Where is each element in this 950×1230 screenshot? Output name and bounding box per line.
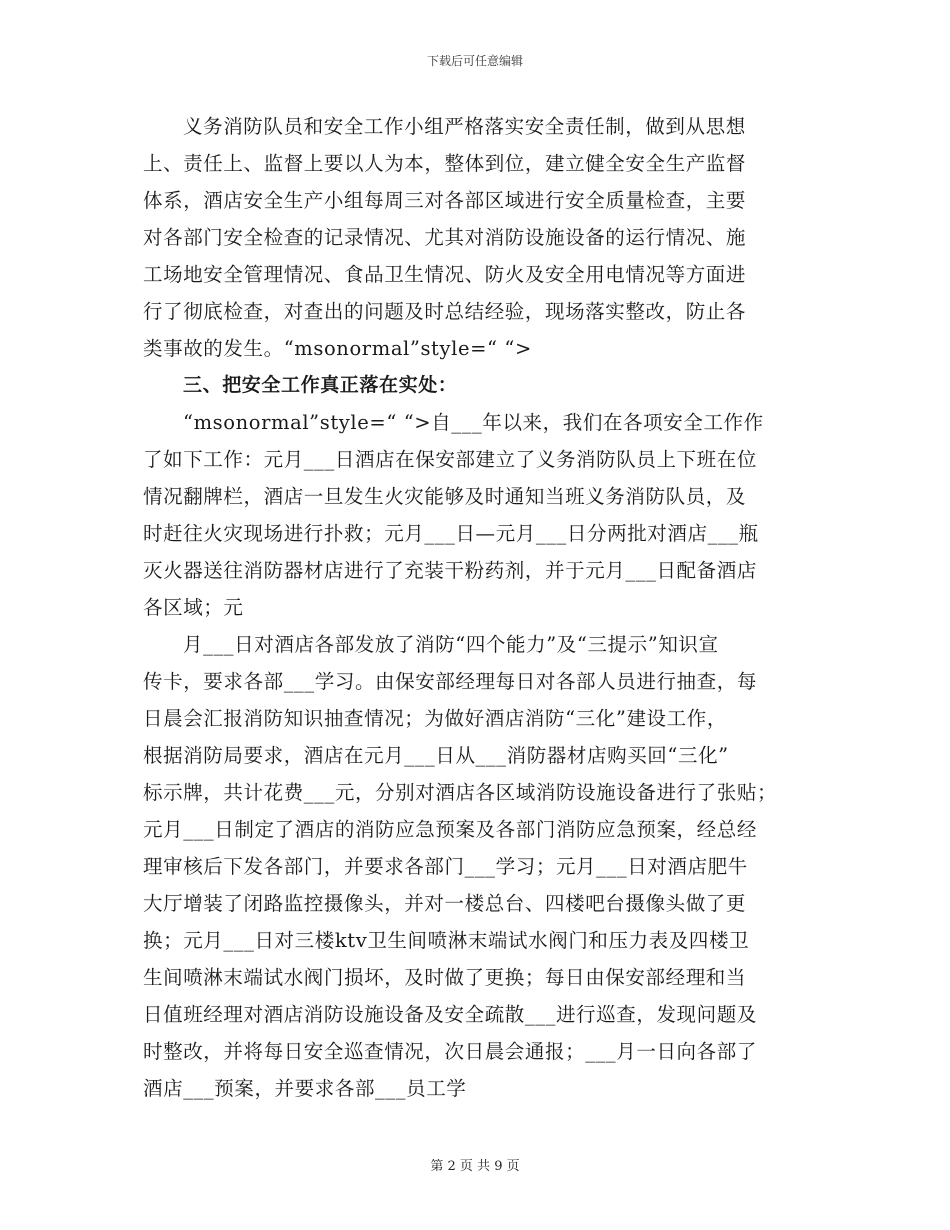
text-line: 生间喷淋末端试水阀门损坏，及时做了更换；每日由保安部经理和当	[143, 966, 747, 989]
page-header-note: 下载后可任意编辑	[426, 54, 523, 68]
text-line: 上、责任上、监督上要以人为本，整体到位，建立健全安全生产监督	[143, 152, 747, 175]
text-line: 日晨会汇报消防知识抽查情况；为做好酒店消防“三化”建设工作，	[143, 707, 727, 730]
text-line: 月___日对酒店各部发放了消防“四个能力”及“三提示”知识宣	[183, 633, 719, 656]
text-line: 酒店___预案，并要求各部___员工学	[143, 1077, 467, 1100]
text-line: 标示牌，共计花费___元，分别对酒店各区域消防设施设备进行了张贴；	[143, 781, 778, 804]
text-line: 元月___日制定了酒店的消防应急预案及各部门消防应急预案，经总经	[143, 818, 757, 841]
text-line: 时赶往火灾现场进行扑救；元月___日—元月___日分两批对酒店___瓶	[143, 522, 759, 545]
text-line: 体系，酒店安全生产小组每周三对各部区域进行安全质量检查，主要	[143, 189, 747, 212]
text-line: 理审核后下发各部门，并要求各部门___学习；元月___日对酒店肥牛	[143, 855, 748, 878]
text-line: 了如下工作：元月___日酒店在保安部建立了义务消防队员上下班在位	[143, 448, 757, 471]
page-number-footer: 第 2 页 共 9 页	[430, 1159, 520, 1174]
document-body	[143, 108, 811, 1107]
text-line: 义务消防队员和安全工作小组严格落实安全责任制，做到从思想	[183, 115, 746, 138]
text-line: 工场地安全管理情况、食品卫生情况、防火及安全用电情况等方面进	[143, 263, 747, 286]
text-line: “msonormal”style=“ “>自___年以来，我们在各项安全工作作	[183, 411, 764, 434]
text-line: 根据消防局要求，酒店在元月___日从___消防器材店购买回“三化”	[143, 744, 729, 767]
text-line: 大厅增装了闭路监控摄像头，并对一楼总台、四楼吧台摄像头做了更	[143, 892, 747, 915]
text-line: 各区域；元	[143, 596, 244, 619]
text-line: 时整改，并将每日安全巡查情况，次日晨会通报；___月一日向各部了	[143, 1040, 757, 1063]
text-line: 情况翻牌栏，酒店一旦发生火灾能够及时通知当班义务消防队员，及	[143, 485, 747, 508]
text-line: 传卡，要求各部___学习。由保安部经理每日对各部人员进行抽查，每	[143, 670, 757, 693]
text-line: 对各部门安全检查的记录情况、尤其对消防设施设备的运行情况、施	[143, 226, 747, 249]
text-line: 类事故的发生。“msonormal”style=“ “>	[143, 337, 532, 360]
text-line: 日值班经理对酒店消防设施设备及安全疏散___进行巡查，发现问题及	[143, 1003, 757, 1026]
text-line: 换；元月___日对三楼ktv卫生间喷淋末端试水阀门和压力表及四楼卫	[143, 929, 750, 952]
text-line: 灭火器送往消防器材店进行了充装干粉药剂，并于元月___日配备酒店	[143, 559, 757, 582]
section-heading: 三、把安全工作真正落在实处：	[183, 374, 458, 396]
text-line: 行了彻底检查，对查出的问题及时总结经验，现场落实整改，防止各	[143, 300, 747, 323]
